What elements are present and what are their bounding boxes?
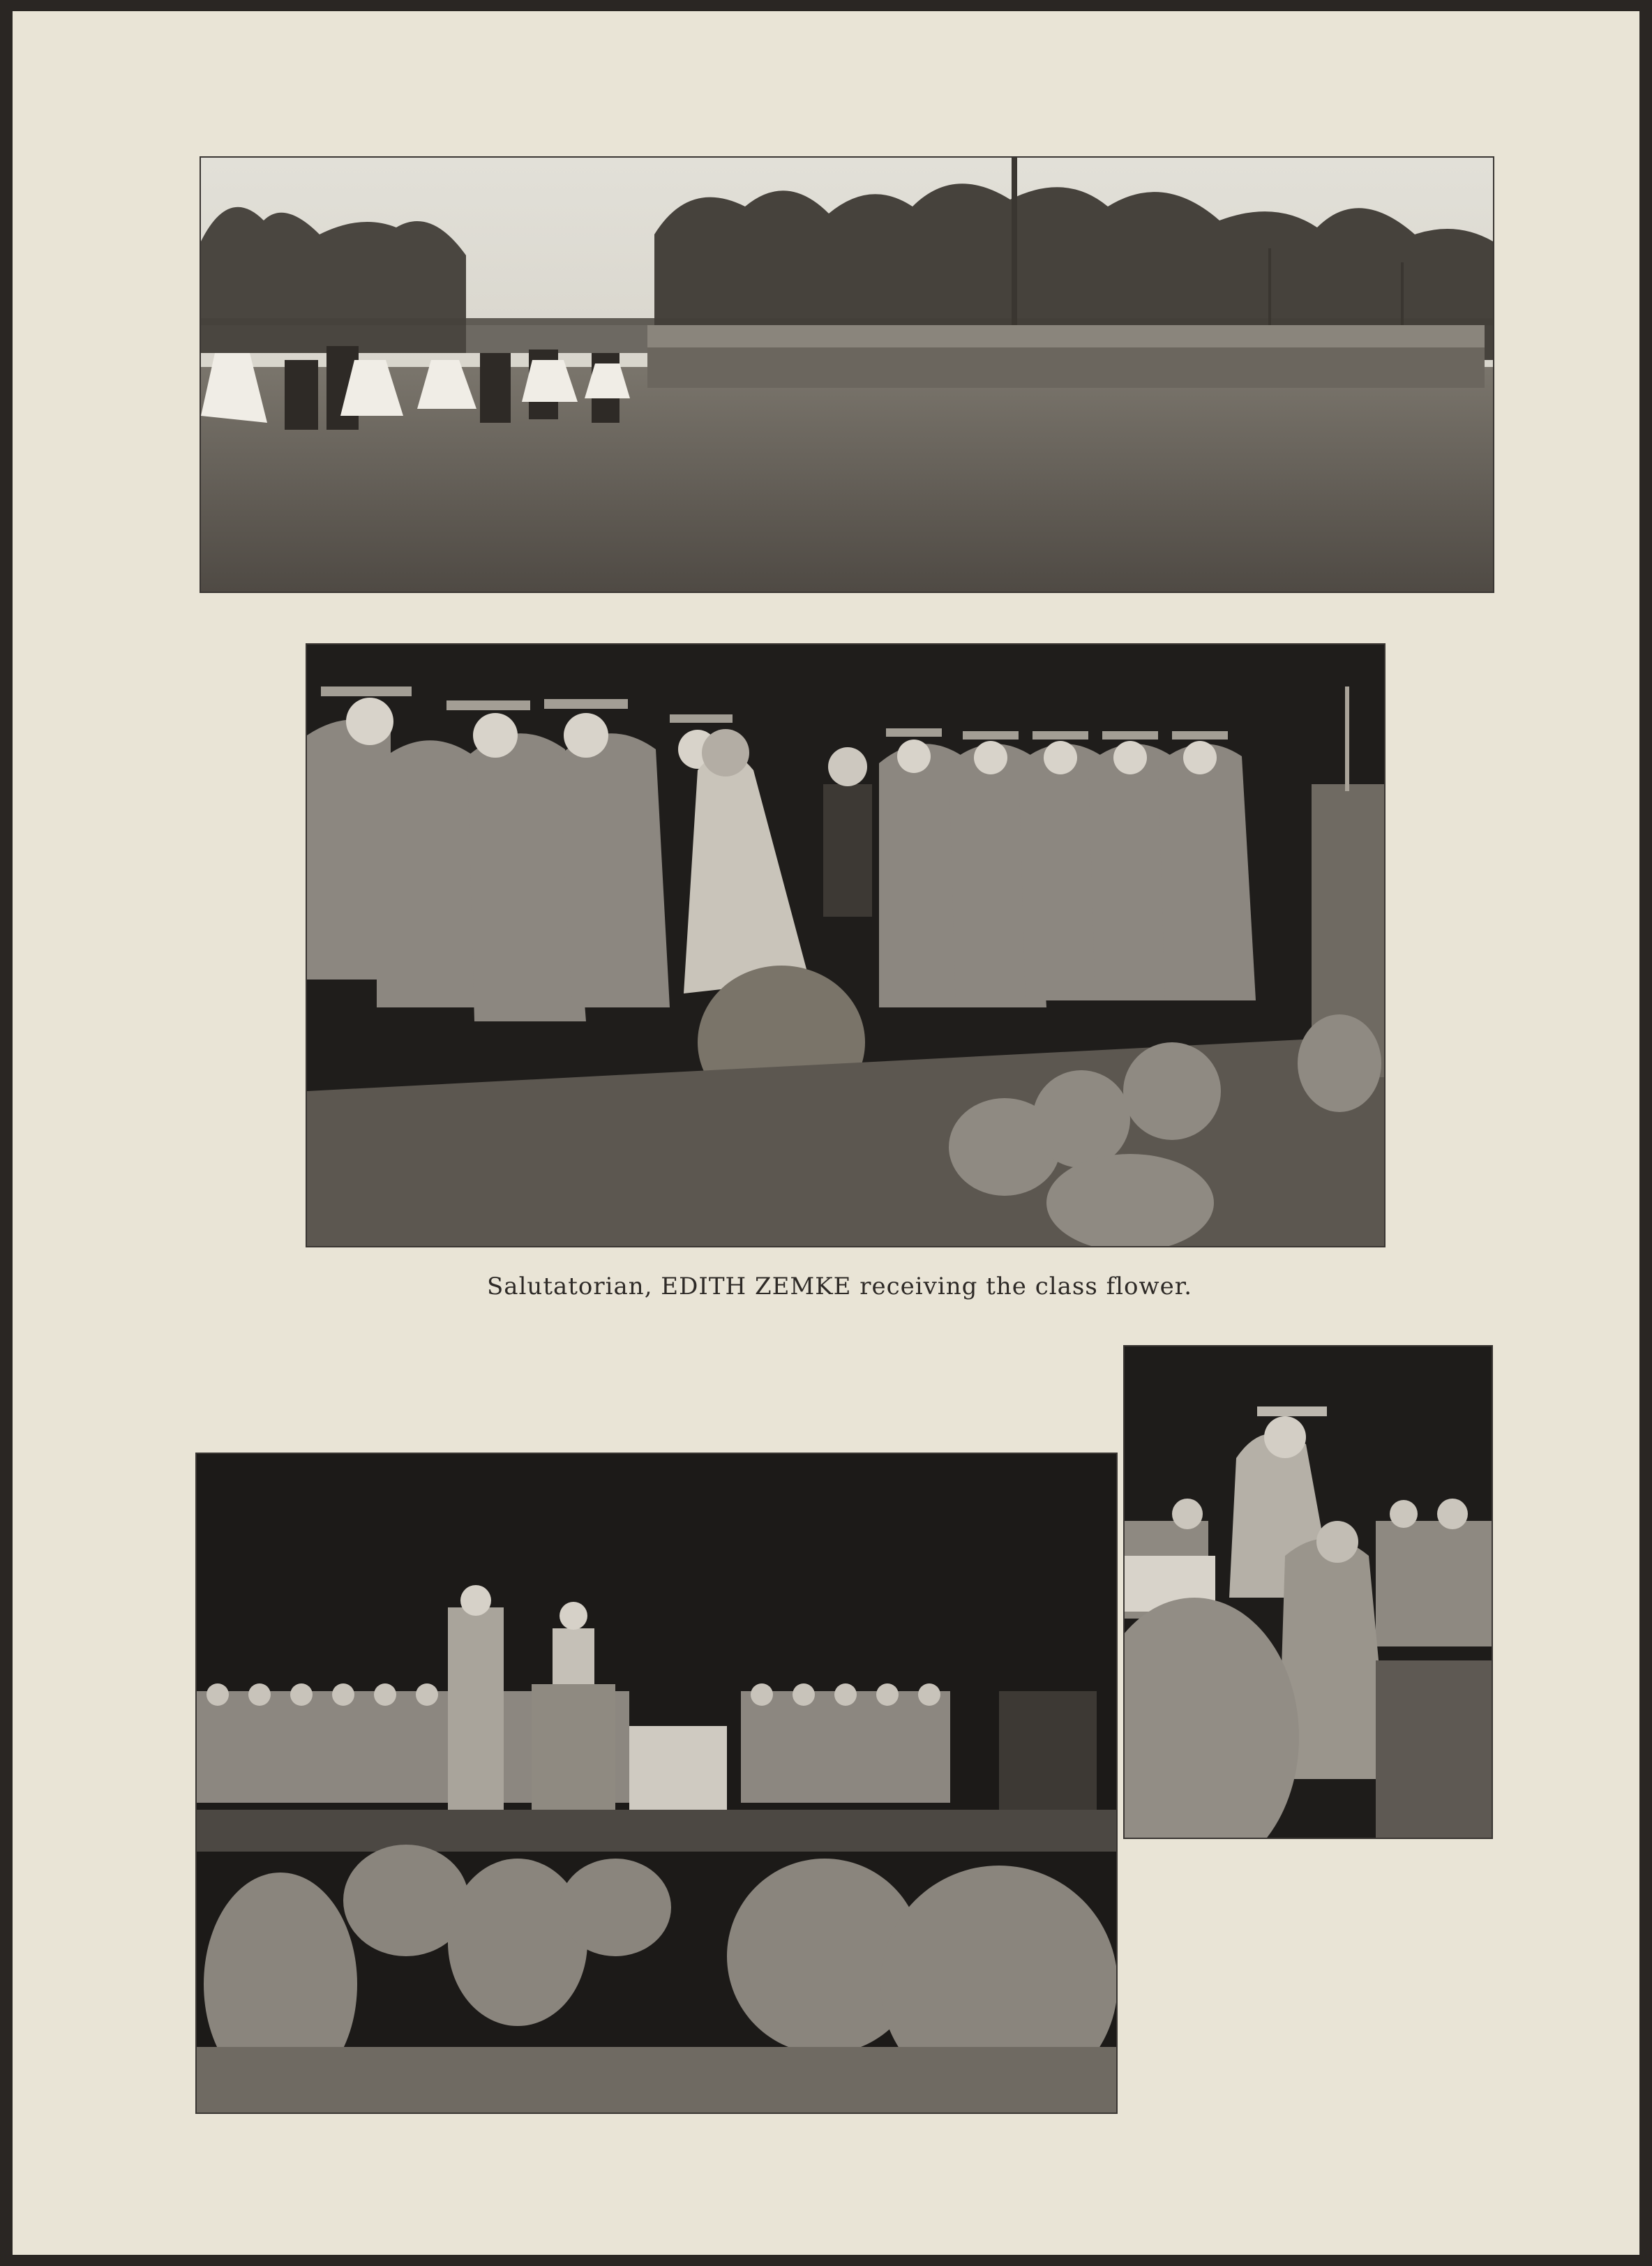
outdoor-procession-image: [201, 158, 1493, 592]
photo-caption: Salutatorian, EDITH ZEMKE receiving the class flower.: [487, 1273, 1193, 1300]
night-ceremony-image: [197, 1454, 1116, 2113]
photo-stage-ceremony: [306, 643, 1386, 1247]
photo-night-ceremony: [195, 1453, 1118, 2114]
photo-diploma-presentation: [1123, 1345, 1493, 1839]
photo-outdoor-procession: [200, 156, 1494, 593]
diploma-presentation-image: [1125, 1346, 1492, 1838]
yearbook-page: [13, 11, 1639, 2255]
stage-ceremony-image: [307, 645, 1384, 1246]
